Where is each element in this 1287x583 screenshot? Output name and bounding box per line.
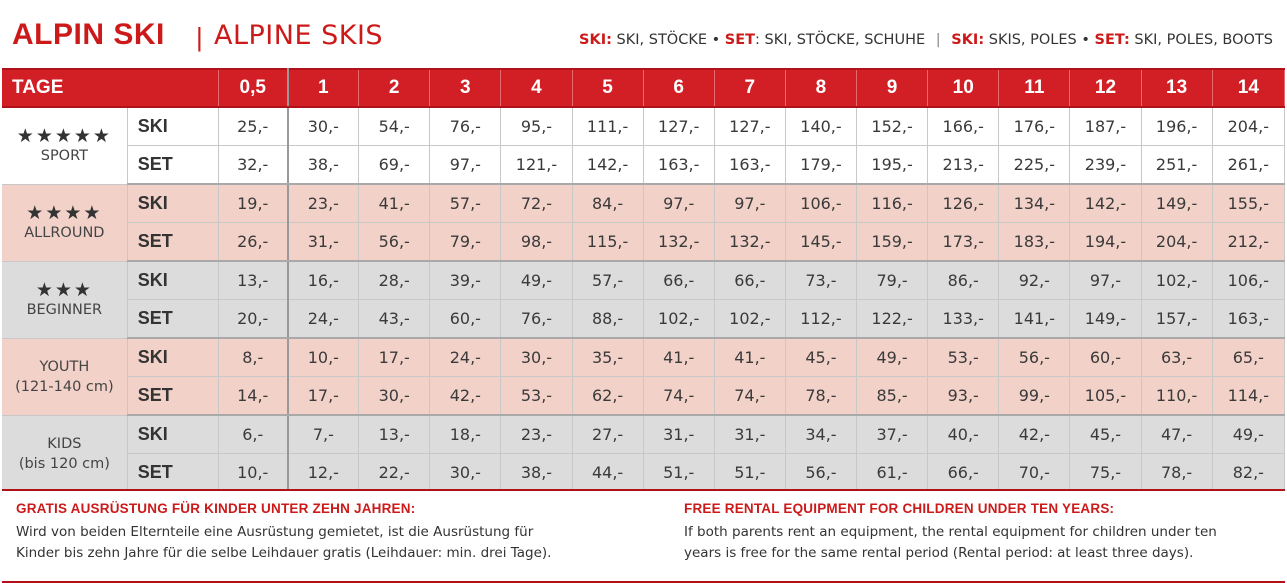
price-cell: 37,- [857, 415, 928, 454]
category-label: BEGINNER [26, 301, 103, 318]
price-cell: 65,- [1212, 338, 1284, 377]
header-cell-day: 0,5 [218, 69, 287, 107]
price-cell: 127,- [643, 107, 714, 146]
table-row [2, 223, 1285, 262]
price-cell: 74,- [643, 377, 714, 416]
price-cell: 95,- [501, 107, 572, 146]
header [0, 0, 1287, 68]
price-cell: 173,- [928, 223, 999, 262]
price-cell: 141,- [999, 300, 1070, 339]
price-cell: 40,- [928, 415, 999, 454]
price-cell: 76,- [501, 300, 572, 339]
price-table [2, 68, 1285, 493]
table-row [2, 377, 1285, 416]
price-cell: 53,- [501, 377, 572, 416]
price-cell: 70,- [999, 454, 1070, 493]
table-row [2, 261, 1285, 300]
price-cell: 41,- [643, 338, 714, 377]
price-cell: 51,- [643, 454, 714, 493]
price-cell: 126,- [928, 184, 999, 223]
price-cell: 97,- [643, 184, 714, 223]
star-rating: ★★★★ [26, 201, 103, 224]
price-cell: 106,- [1212, 261, 1284, 300]
footer-de-title: GRATIS AUSRÜSTUNG FÜR KINDER UNTER ZEHN JAHREN: [16, 501, 416, 516]
price-cell: 41,- [714, 338, 785, 377]
price-cell: 43,- [359, 300, 430, 339]
price-cell: 121,- [501, 146, 572, 185]
package-type: SKI [127, 261, 218, 300]
price-cell: 116,- [857, 184, 928, 223]
category-cell [2, 338, 127, 415]
footer-en-line2: years is free for the same rental period (Rental period: at least three days). [684, 545, 1194, 561]
price-cell: 85,- [857, 377, 928, 416]
title-separator: | [196, 22, 203, 52]
table-row [2, 338, 1285, 377]
package-type: SET [127, 377, 218, 416]
package-type: SET [127, 146, 218, 185]
table-row [2, 300, 1285, 339]
header-cell-day: 7 [714, 69, 785, 107]
price-cell: 69,- [359, 146, 430, 185]
price-cell: 112,- [785, 300, 856, 339]
price-cell: 76,- [430, 107, 501, 146]
price-cell: 176,- [999, 107, 1070, 146]
header-cell-day: 8 [785, 69, 856, 107]
price-cell: 88,- [572, 300, 643, 339]
header-cell-day: 9 [857, 69, 928, 107]
price-cell: 19,- [218, 184, 287, 223]
price-cell: 49,- [857, 338, 928, 377]
price-cell: 24,- [430, 338, 501, 377]
price-cell: 97,- [430, 146, 501, 185]
price-cell: 10,- [218, 454, 287, 493]
price-cell: 45,- [785, 338, 856, 377]
price-cell: 251,- [1141, 146, 1212, 185]
package-type: SKI [127, 107, 218, 146]
price-cell: 60,- [430, 300, 501, 339]
footer-de-line2: Kinder bis zehn Jahre für die selbe Leihdauer gratis (Leihdauer: min. drei Tage). [16, 545, 552, 561]
price-cell: 53,- [928, 338, 999, 377]
table-header-row [2, 69, 1285, 107]
header-cell-day: 1 [288, 69, 359, 107]
price-cell: 239,- [1070, 146, 1141, 185]
price-cell: 98,- [501, 223, 572, 262]
header-cell-day: 10 [928, 69, 999, 107]
price-cell: 106,- [785, 184, 856, 223]
price-cell: 49,- [1212, 415, 1284, 454]
price-cell: 111,- [572, 107, 643, 146]
table-row [2, 415, 1285, 454]
legend-en-set-key: SET: [1094, 32, 1130, 48]
price-cell: 196,- [1141, 107, 1212, 146]
legend-de-set-key: SET [724, 32, 756, 48]
price-cell: 183,- [999, 223, 1070, 262]
category-label: SPORT [40, 147, 88, 164]
price-cell: 159,- [857, 223, 928, 262]
price-cell: 105,- [1070, 377, 1141, 416]
legend-en-ski-value: SKIS, POLES • [988, 32, 1090, 48]
price-cell: 13,- [359, 415, 430, 454]
price-cell: 142,- [572, 146, 643, 185]
price-cell: 194,- [1070, 223, 1141, 262]
price-cell: 34,- [785, 415, 856, 454]
price-cell: 163,- [1212, 300, 1284, 339]
footer-en-title: FREE RENTAL EQUIPMENT FOR CHILDREN UNDER TEN YEARS: [684, 501, 1115, 516]
price-cell: 261,- [1212, 146, 1284, 185]
category-cell [2, 107, 127, 184]
category-cell [2, 184, 127, 261]
price-cell: 38,- [501, 454, 572, 493]
price-cell: 31,- [288, 223, 359, 262]
category-label: ALLROUND [24, 224, 105, 241]
header-cell-day: 5 [572, 69, 643, 107]
price-cell: 132,- [714, 223, 785, 262]
price-cell: 51,- [714, 454, 785, 493]
price-cell: 102,- [643, 300, 714, 339]
price-cell: 122,- [857, 300, 928, 339]
price-cell: 66,- [643, 261, 714, 300]
price-cell: 25,- [218, 107, 287, 146]
price-cell: 45,- [1070, 415, 1141, 454]
price-cell: 92,- [999, 261, 1070, 300]
price-cell: 133,- [928, 300, 999, 339]
price-cell: 93,- [928, 377, 999, 416]
price-cell: 213,- [928, 146, 999, 185]
price-cell: 78,- [1141, 454, 1212, 493]
page-subtitle: ALPINE SKIS [214, 20, 384, 51]
price-cell: 82,- [1212, 454, 1284, 493]
legend-de-ski-key: SKI: [579, 32, 612, 48]
price-cell: 149,- [1070, 300, 1141, 339]
price-cell: 6,- [218, 415, 287, 454]
header-cell-tage: TAGE [2, 69, 218, 107]
footer-de-line1: Wird von beiden Elternteile eine Ausrüstung gemietet, ist die Ausrüstung für [16, 524, 534, 540]
price-cell: 17,- [288, 377, 359, 416]
price-cell: 84,- [572, 184, 643, 223]
footer-german [16, 501, 656, 564]
price-cell: 75,- [1070, 454, 1141, 493]
price-cell: 31,- [643, 415, 714, 454]
header-cell-day: 12 [1070, 69, 1141, 107]
package-type: SET [127, 454, 218, 493]
header-cell-day: 11 [999, 69, 1070, 107]
price-cell: 114,- [1212, 377, 1284, 416]
table-row [2, 454, 1285, 493]
price-cell: 13,- [218, 261, 287, 300]
price-cell: 49,- [501, 261, 572, 300]
price-cell: 10,- [288, 338, 359, 377]
footer-en-line1: If both parents rent an equipment, the rental equipment for children under ten [684, 524, 1217, 540]
price-cell: 22,- [359, 454, 430, 493]
price-cell: 225,- [999, 146, 1070, 185]
price-cell: 204,- [1141, 223, 1212, 262]
price-cell: 20,- [218, 300, 287, 339]
price-cell: 163,- [714, 146, 785, 185]
price-cell: 32,- [218, 146, 287, 185]
price-cell: 12,- [288, 454, 359, 493]
price-cell: 56,- [359, 223, 430, 262]
price-cell: 155,- [1212, 184, 1284, 223]
price-cell: 26,- [218, 223, 287, 262]
table-row [2, 184, 1285, 223]
price-cell: 140,- [785, 107, 856, 146]
header-cell-day: 2 [359, 69, 430, 107]
package-type: SET [127, 223, 218, 262]
price-cell: 30,- [288, 107, 359, 146]
price-cell: 134,- [999, 184, 1070, 223]
price-cell: 66,- [928, 454, 999, 493]
price-cell: 23,- [501, 415, 572, 454]
price-cell: 57,- [430, 184, 501, 223]
package-type: SET [127, 300, 218, 339]
legend-de-set-value: : SKI, STÖCKE, SCHUHE [755, 32, 926, 48]
star-rating: ★★★★★ [16, 124, 112, 147]
price-cell: 127,- [714, 107, 785, 146]
price-cell: 30,- [501, 338, 572, 377]
price-cell: 145,- [785, 223, 856, 262]
price-cell: 42,- [999, 415, 1070, 454]
header-cell-day: 6 [643, 69, 714, 107]
price-cell: 74,- [714, 377, 785, 416]
legend-separator: | [935, 32, 941, 48]
price-cell: 99,- [999, 377, 1070, 416]
header-cell-day: 14 [1212, 69, 1284, 107]
price-cell: 28,- [359, 261, 430, 300]
price-cell: 7,- [288, 415, 359, 454]
category-label: YOUTH [39, 358, 90, 375]
price-cell: 102,- [714, 300, 785, 339]
legend-en-set-value: SKI, POLES, BOOTS [1134, 32, 1273, 48]
price-cell: 142,- [1070, 184, 1141, 223]
footer-english [684, 501, 1284, 564]
price-cell: 79,- [857, 261, 928, 300]
price-cell: 41,- [359, 184, 430, 223]
price-cell: 115,- [572, 223, 643, 262]
category-sublabel: (121-140 cm) [15, 378, 114, 395]
price-cell: 179,- [785, 146, 856, 185]
price-cell: 17,- [359, 338, 430, 377]
price-cell: 54,- [359, 107, 430, 146]
package-type: SKI [127, 338, 218, 377]
price-cell: 86,- [928, 261, 999, 300]
table-row [2, 146, 1285, 185]
category-cell [2, 261, 127, 338]
price-cell: 42,- [430, 377, 501, 416]
price-cell: 66,- [714, 261, 785, 300]
footer [2, 489, 1285, 583]
price-cell: 157,- [1141, 300, 1212, 339]
package-legend [579, 32, 1273, 48]
package-type: SKI [127, 415, 218, 454]
price-cell: 149,- [1141, 184, 1212, 223]
price-cell: 38,- [288, 146, 359, 185]
price-cell: 47,- [1141, 415, 1212, 454]
category-label: KIDS [47, 435, 82, 452]
price-cell: 97,- [1070, 261, 1141, 300]
price-cell: 62,- [572, 377, 643, 416]
price-cell: 30,- [430, 454, 501, 493]
price-cell: 39,- [430, 261, 501, 300]
header-cell-day: 4 [501, 69, 572, 107]
price-cell: 60,- [1070, 338, 1141, 377]
price-cell: 14,- [218, 377, 287, 416]
header-cell-day: 13 [1141, 69, 1212, 107]
price-cell: 204,- [1212, 107, 1284, 146]
legend-de-ski-value: SKI, STÖCKE • [616, 32, 721, 48]
price-cell: 163,- [643, 146, 714, 185]
table-row [2, 107, 1285, 146]
price-cell: 195,- [857, 146, 928, 185]
price-cell: 18,- [430, 415, 501, 454]
price-cell: 73,- [785, 261, 856, 300]
price-cell: 61,- [857, 454, 928, 493]
price-cell: 78,- [785, 377, 856, 416]
price-cell: 132,- [643, 223, 714, 262]
price-cell: 152,- [857, 107, 928, 146]
price-cell: 30,- [359, 377, 430, 416]
category-cell [2, 415, 127, 492]
price-cell: 57,- [572, 261, 643, 300]
price-cell: 44,- [572, 454, 643, 493]
category-sublabel: (bis 120 cm) [18, 455, 110, 472]
price-cell: 72,- [501, 184, 572, 223]
star-rating: ★★★ [35, 278, 93, 301]
price-cell: 79,- [430, 223, 501, 262]
price-cell: 35,- [572, 338, 643, 377]
legend-en-ski-key: SKI: [951, 32, 985, 48]
price-cell: 23,- [288, 184, 359, 223]
price-cell: 56,- [785, 454, 856, 493]
header-cell-day: 3 [430, 69, 501, 107]
price-cell: 16,- [288, 261, 359, 300]
package-type: SKI [127, 184, 218, 223]
price-cell: 187,- [1070, 107, 1141, 146]
price-cell: 8,- [218, 338, 287, 377]
price-cell: 31,- [714, 415, 785, 454]
price-cell: 166,- [928, 107, 999, 146]
price-cell: 97,- [714, 184, 785, 223]
price-cell: 24,- [288, 300, 359, 339]
price-cell: 27,- [572, 415, 643, 454]
price-cell: 212,- [1212, 223, 1284, 262]
price-cell: 63,- [1141, 338, 1212, 377]
price-cell: 102,- [1141, 261, 1212, 300]
page-title: ALPIN SKI [12, 18, 165, 51]
price-cell: 56,- [999, 338, 1070, 377]
price-cell: 110,- [1141, 377, 1212, 416]
